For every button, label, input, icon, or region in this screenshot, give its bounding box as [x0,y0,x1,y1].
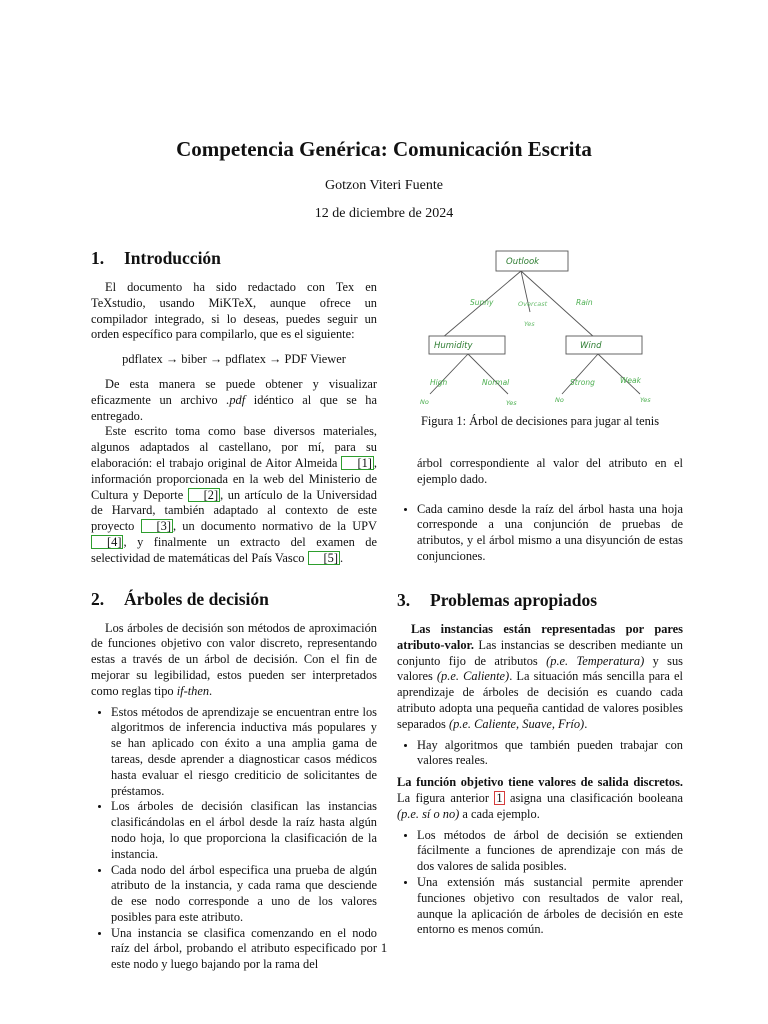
node-wind-box [566,336,642,354]
problems-p1-text-b: y sus valores [397,653,684,684]
figure-reference-link[interactable]: 1 [496,790,503,805]
leaf-normal-yes: Yes [506,399,517,407]
section-1-title: Introducción [124,248,221,268]
trees-bullet-4: • Una instancia se clasifica comenzando en el nodo raíz del árbol, probando el atributo especificado por este nodo y luego bajando por la rama del [111,926,377,973]
section-2 [91,589,377,974]
problems-p2-text-b: asigna una clasificación booleana [504,790,683,805]
trees-bullet-3: • Cada nodo del árbol especifica una prueba de algún atributo de la instancia, y cada rama que desciende de ese nodo corresponde a uno de los valores posibles para este atributo. [111,863,377,926]
problems-bullet-list-1 [397,738,683,770]
author-name: Gotzon Viteri Fuente [325,178,443,193]
trees-bullet-1: • Estos métodos de aprendizaje se encuentran entre los algoritmos de inferencia inductiva más populares y se han aplicado con éxito a una amplia gama de tareas, desde aprender a diagnosticar casos médicos hasta evaluar el riesgo crediticio de solicitantes de préstamos. [111,705,377,800]
section-3-heading [397,590,683,610]
citation-link-2[interactable]: [2] [188,488,220,502]
edge-strong-label: Strong [570,378,595,387]
right-column [397,456,684,937]
decision-tree-diagram [420,248,670,408]
problems-bullet-list-2 [397,828,683,939]
trees-bullet-4-continued: árbol correspondiente al valor del atributo en el ejemplo dado. [417,456,683,486]
intro-p2-text-a: De esta manera se puede obtener y visualizar eficazmente un archivo [91,376,377,407]
trees-bullet-5: • Cada camino desde la raíz del árbol hasta una hoja corresponde a una conjunción de pruebas de atributos, y el árbol mismo a una disyunción de estas conjunciones. [417,502,683,565]
leaf-weak-yes: Yes [640,396,651,404]
section-2-heading [91,589,377,609]
paper-title: Competencia Genérica: Comunicación Escrita [176,137,592,161]
if-then-term: if-then [176,683,210,698]
intro-p3-text-b: , información proporcionada en la web del Ministerio de Cultura y Deporte [91,455,377,502]
figure-caption: Figura 1: Árbol de decisiones para jugar al tenis [420,414,660,428]
citation-link-3[interactable]: [3] [141,519,173,533]
problems-p1-text-d: . [584,716,588,731]
trees-paragraph-1 [91,621,377,700]
edge-normal-label: Normal [482,378,510,387]
intro-p3-text-a: Este escrito toma como base diversos materiales, algunos adaptados al castellano, por mí, para su elaboración: el trabajo original de Aitor Almeida [91,424,377,470]
section-1-heading [91,248,377,268]
problems-paragraph-1 [397,622,683,733]
leaf-high-no: No [420,398,429,406]
intro-p3-text-d: , un documento normativo de la UPV [173,519,378,534]
edge-overcast-label: Overcast [518,300,548,308]
compile-pipeline: pdflatex → biber → pdflatex → PDF Viewer [122,352,346,367]
edge-rain-label: Rain [576,298,593,307]
trees-bullet-list [91,705,377,974]
section-1-number: 1. [91,248,105,268]
problems-p2-text-a: La figura anterior [397,790,495,805]
problems-p1-em3: (p.e. Caliente, Suave, Frío) [448,716,585,731]
section-3-number: 3. [397,590,411,610]
citation-link-5[interactable]: [5] [308,551,340,565]
problems-p1-text-c: . La situación más sencilla para el aprendizaje de árboles de decisión es cuando cada atributo adopta una pequeña cantidad de valores posibles separados [397,669,683,731]
paper-date: 12 de diciembre de 2024 [314,206,454,221]
section-3 [397,590,683,938]
problems-p2-text-c: a cada ejemplo. [459,806,540,821]
pdf-extension: .pdf [226,392,246,407]
problems-bullet-3: • Una extensión más sustancial permite aprender funciones objetivo con resultados de valor real, aunque la aplicación de árboles de decisión en este entorno es menos común. [417,875,683,938]
left-column [91,248,377,973]
intro-p2-text-b: idéntico al que se ha entregado. [91,392,377,423]
intro-p3-text-f: . [340,550,344,565]
edge-high-label: High [430,378,448,387]
citation-link-1[interactable]: [1] [341,456,373,470]
problems-p1-text-a: Las instancias se describen mediante un conjunto fijo de atributos [397,637,683,668]
problems-p1-bold: Las instancias están representadas por pares atributo-valor. [397,622,683,652]
problems-p1-em2: (p.e. Caliente) [436,669,510,684]
intro-paragraph-3 [91,424,377,566]
page-number: 1 [380,940,388,955]
trees-p1-text-b: . [209,683,213,698]
section-2-title: Árboles de decisión [124,588,269,609]
intro-paragraph-1: El documento ha sido redactado con Tex en TeXstudio, usando MiKTeX, aunque ofrece un compilador integrado, si lo deseas, puedes seguir un orden específico para compilarlo, que es el siguiente: [91,280,377,342]
trees-p1-text-a: Los árboles de decisión son métodos de aproximación de funciones objetivo con valor discreto, representando estas a través de un árbol de decisión. Con el fin de mejorar su legibilidad, estos pueden ser interpretados como reglas tipo [91,620,377,698]
node-outlook-label: Outlook [506,257,540,267]
leaf-overcast-yes: Yes [524,320,535,328]
node-humidity-label: Humidity [434,341,473,351]
problems-p2-bold: La función objetivo tiene valores de salida discretos. [397,775,683,790]
intro-p3-text-c: , un artículo de la Universidad de Harvard, también adaptado al contexto de este proyecto [91,487,377,534]
section-3-title: Problemas apropiados [430,590,598,610]
problems-p2-em: (p.e. sí o no) [397,806,460,821]
trees-bullet-list-continued [397,456,683,565]
tree-edges [430,271,640,394]
intro-paragraph-2 [91,377,377,424]
edge-sunny-label: Sunny [470,298,494,307]
intro-p3-text-e: , y finalmente un extracto del examen de selectividad de matemáticas del País Vasco [91,534,377,565]
section-2-number: 2. [91,588,105,609]
problems-p1-em1: (p.e. Temperatura) [546,653,645,668]
problems-bullet-1: • Hay algoritmos que también pueden trabajar con valores reales. [417,738,683,770]
edge-weak-line [598,354,640,394]
edge-normal-line [468,354,508,394]
node-wind-label: Wind [580,341,602,351]
trees-bullet-2: • Los árboles de decisión clasifican las instancias clasificándolas en el árbol desde la raíz hasta algún nodo hoja, lo que proporciona la clasificación de la instancia. [111,799,377,862]
edge-high-line [430,354,468,394]
leaf-strong-no: No [555,396,564,404]
edge-weak-label: Weak [620,376,641,385]
problems-paragraph-2 [397,775,683,822]
citation-link-4[interactable]: [4] [91,535,123,549]
decision-tree-figure [420,248,670,408]
edge-strong-line [562,354,598,394]
problems-bullet-2: • Los métodos de árbol de decisión se extienden fácilmente a funciones de aprendizaje con más de dos valores de salida posibles. [417,828,683,875]
